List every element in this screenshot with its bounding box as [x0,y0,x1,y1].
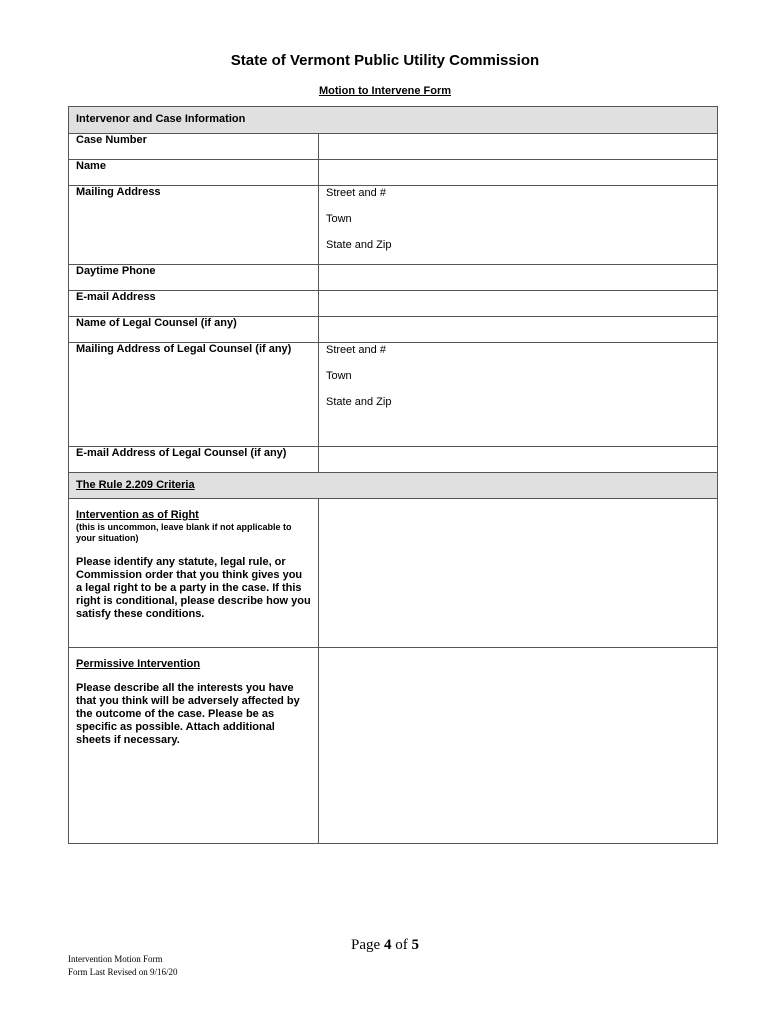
page-of: of [395,937,408,953]
mailing-address-field[interactable] [319,186,718,265]
footer-form-name: Intervention Motion Form [68,954,163,964]
criteria-heading-cell [69,473,718,499]
permissive-text: Please describe all the interests you have that you think will be adversely affected by the outcome of the case. Please be as specific as possible. Attach additional sheets if necessary. [76,682,300,746]
section-header-criteria [69,473,718,499]
page-total: 5 [411,937,419,953]
intervention-right-note: (this is uncommon, leave blank if not applicable to your situation) [76,522,292,543]
page-number [0,937,770,954]
counsel-address-label: Mailing Address of Legal Counsel (if any) [69,343,319,447]
row-mailing-address [69,186,718,265]
email-label: E-mail Address [69,291,319,317]
section-heading: Intervenor and Case Information [69,107,718,134]
row-name [69,160,718,186]
permissive-cell [69,648,319,844]
row-counsel-name [69,317,718,343]
intervention-right-cell [69,499,319,648]
page-title: State of Vermont Public Utility Commission [230,52,540,69]
counsel-email-label: E-mail Address of Legal Counsel (if any) [69,447,319,473]
name-label: Name [69,160,319,186]
counsel-state-zip-label: State and Zip [326,396,392,408]
criteria-heading: The Rule 2.209 Criteria [76,479,195,491]
street-label: Street and # [326,187,386,199]
row-counsel-email [69,447,718,473]
counsel-name-field[interactable] [319,317,718,343]
permissive-field[interactable] [319,648,718,844]
section-header-intervenor [69,107,718,134]
state-zip-label: State and Zip [326,239,392,251]
row-case-number [69,134,718,160]
counsel-address-field[interactable] [319,343,718,447]
permissive-title: Permissive Intervention [76,658,201,670]
row-permissive [69,648,718,844]
counsel-name-label: Name of Legal Counsel (if any) [69,317,319,343]
form-subtitle [0,85,770,97]
footer-revised: Form Last Revised on 9/16/20 [68,967,178,977]
page-current: 4 [383,937,392,953]
intervention-right-text: Please identify any statute, legal rule, or Commission order that you think gives you a legal right to be a party in the case. If this right is conditional, please describe how you satisfy these conditions. [76,556,311,620]
counsel-town-label: Town [326,370,352,382]
intervention-right-title: Intervention as of Right [76,509,199,521]
row-email [69,291,718,317]
town-label: Town [326,213,352,225]
motion-form-table [68,106,718,844]
row-daytime-phone [69,265,718,291]
case-number-label: Case Number [69,134,319,160]
name-field[interactable] [319,160,718,186]
row-intervention-right [69,499,718,648]
form-subtitle-text: Motion to Intervene Form [319,85,451,97]
case-number-field[interactable] [319,134,718,160]
row-counsel-address [69,343,718,447]
counsel-street-label: Street and # [326,344,386,356]
page-prefix: Page [351,937,381,953]
daytime-phone-field[interactable] [319,265,718,291]
daytime-phone-label: Daytime Phone [69,265,319,291]
form-footer [68,953,178,979]
email-field[interactable] [319,291,718,317]
counsel-email-field[interactable] [319,447,718,473]
mailing-address-label: Mailing Address [69,186,319,265]
intervention-right-field[interactable] [319,499,718,648]
